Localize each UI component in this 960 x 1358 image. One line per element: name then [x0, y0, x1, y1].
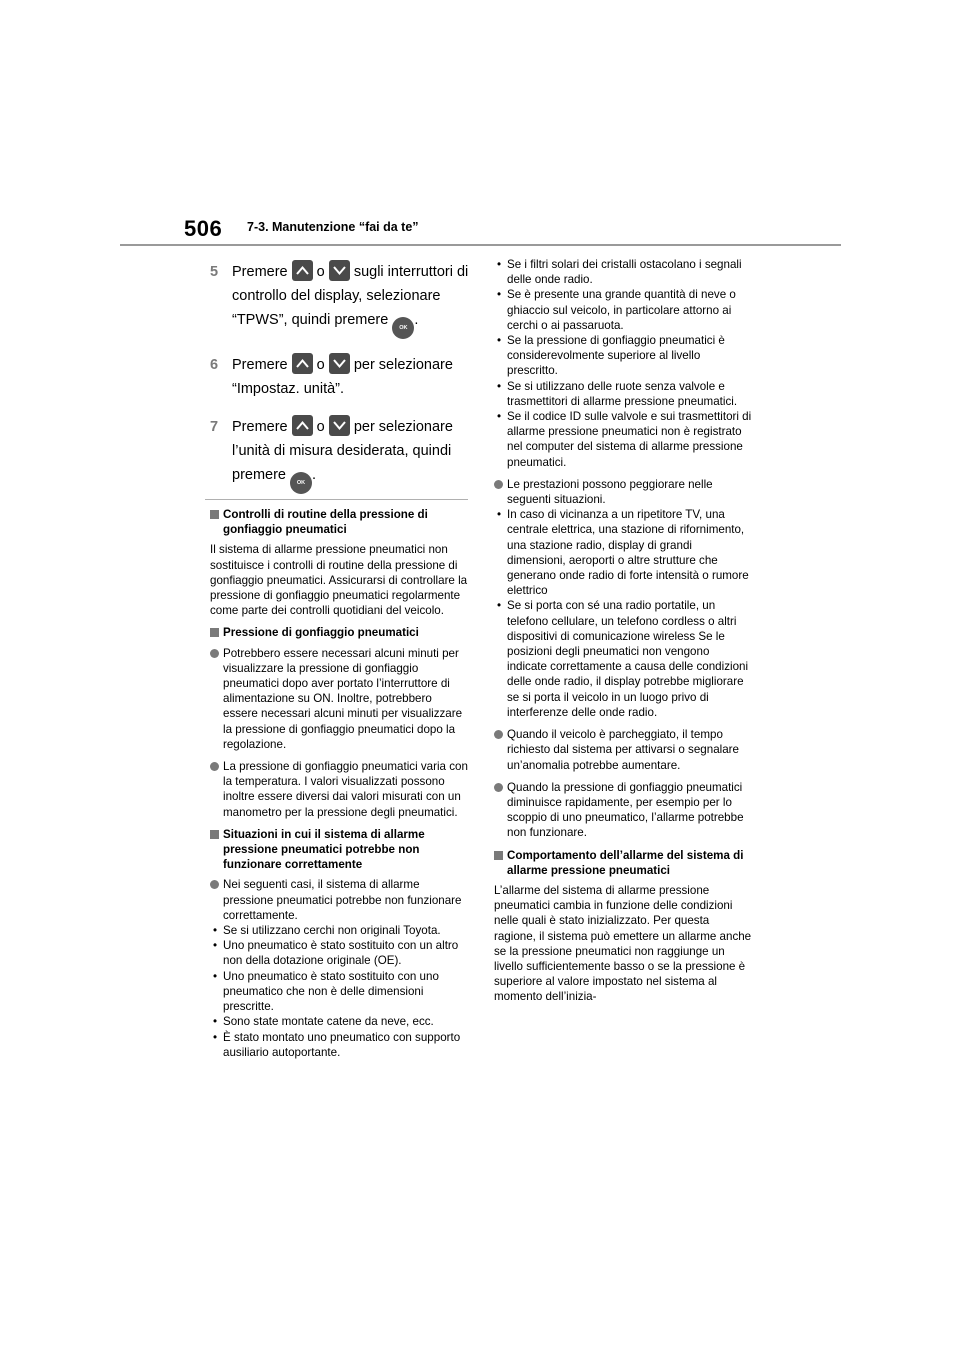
- list-item: Quando la pressione di gonfiaggio pneumatici diminuisce rapidamente, per esempio per lo scoppio di uno pneumatico, l’allarme potrebbe non funzionare.: [494, 780, 752, 841]
- paragraph: L’allarme del sistema di allarme pressione pneumatici cambia in funzione delle condizioni nelle quali è stato inizializzato. Per questa ragione, il sistema può emettere un allarme anche se la pressione pneumatici non raggiunge un livello sufficientemente basso o se la pressione è superiore al valore impostato nel sistema al momento dell’inizia-: [494, 883, 752, 1004]
- or-text: o: [316, 419, 325, 435]
- page-number: 506: [184, 216, 223, 241]
- step-text: sugli interruttori di controllo del display, selezionare “TPWS”, quindi premere: [232, 264, 469, 328]
- step-5: 5 Premere o sugli interruttori di controllo del display, selezionare “TPWS”, quindi premere OK .: [210, 260, 472, 339]
- circle-bullet-icon: [494, 480, 503, 489]
- list-item: Le prestazioni possono peggiorare nelle seguenti situazioni.: [494, 477, 752, 507]
- square-bullet-icon: [494, 851, 503, 860]
- circle-bullet-icon: [210, 762, 219, 771]
- left-column: [210, 507, 468, 1060]
- sub-list-item: • Se il codice ID sulle valvole e sui trasmettitori di allarme pressione pneumatici non è registrato nel computer del sistema di allarme pressione pneumatici.: [497, 410, 752, 469]
- list-item: Quando il veicolo è parcheggiato, il tempo richiesto dal sistema per attivarsi o segnalare un’anomalia potrebbe aumentare.: [494, 727, 752, 773]
- heading-routine-checks: Controlli di routine della pressione di gonfiaggio pneumatici: [210, 507, 468, 537]
- or-text: o: [316, 357, 325, 373]
- step-number: 5: [210, 264, 219, 280]
- step-number: 7: [210, 419, 219, 435]
- list-item: La pressione di gonfiaggio pneumatici varia con la temperatura. I valori visualizzati possono inoltre essere diversi dai valori misurati con un manometro per la pressione degli pneumatici.: [210, 759, 468, 820]
- down-button-icon: [329, 260, 350, 281]
- right-column: [494, 257, 752, 1012]
- steps-list: [210, 260, 472, 508]
- paragraph: Il sistema di allarme pressione pneumatici non sostituisce i controlli di routine della pressione di gonfiaggio pneumatici. Assicurarsi di controllare la pressione di gonfiaggio pneumatici regolarmente come parte dei controlli quotidiani del veicolo.: [210, 543, 468, 618]
- sub-list-item: • Se i filtri solari dei cristalli ostacolano i segnali delle onde radio.: [497, 258, 742, 287]
- sub-list-item: • Se è presente una grande quantità di neve o ghiaccio sul veicolo, in particolare attorno ai cerchi o ai passaruota.: [497, 288, 736, 332]
- down-button-icon: [329, 353, 350, 374]
- step-text: per selezionare l’unità di misura desiderata, quindi premere: [232, 419, 453, 483]
- section-divider: [205, 499, 468, 500]
- sub-list-item: • In caso di vicinanza a un ripetitore TV, una centrale elettrica, una stazione di rifornimento, una stazione radio, display di grandi dimensioni, aeroporti o altre strutture che generano onde radio di forte intensità o rumore elettrico: [497, 508, 749, 598]
- circle-bullet-icon: [210, 649, 219, 658]
- step-number: 6: [210, 357, 219, 373]
- up-button-icon: [292, 415, 313, 436]
- list-item: Nei seguenti casi, il sistema di allarme pressione pneumatici potrebbe non funzionare correttamente.: [210, 877, 468, 923]
- up-button-icon: [292, 353, 313, 374]
- ok-button-icon: OK: [290, 472, 312, 494]
- square-bullet-icon: [210, 510, 219, 519]
- step-6: [210, 353, 472, 401]
- step-text: Premere: [232, 264, 288, 280]
- ok-button-icon: OK: [392, 317, 414, 339]
- sub-list-item: • Se si utilizzano cerchi non originali Toyota.: [213, 924, 441, 938]
- square-bullet-icon: [210, 628, 219, 637]
- sub-list-item: • Sono state montate catene da neve, ecc.: [213, 1015, 434, 1029]
- header-rule: [120, 244, 841, 246]
- heading-alarm-behavior: Comportamento dell’allarme del sistema di allarme pressione pneumatici: [494, 848, 752, 878]
- down-button-icon: [329, 415, 350, 436]
- circle-bullet-icon: [494, 783, 503, 792]
- sub-list-item: • Uno pneumatico è stato sostituito con un altro non della dotazione originale (OE).: [213, 939, 459, 968]
- sub-list-item: • Se si utilizzano delle ruote senza valvole e trasmettitori di allarme pressione pneumatici.: [497, 379, 738, 408]
- section-title: 7-3. Manutenzione “fai da te”: [247, 220, 419, 234]
- square-bullet-icon: [210, 830, 219, 839]
- heading-malfunction-situations: Situazioni in cui il sistema di allarme pressione pneumatici potrebbe non funzionare correttamente: [210, 827, 468, 873]
- heading-tire-pressure: Pressione di gonfiaggio pneumatici: [210, 625, 468, 640]
- sub-list-item: • Uno pneumatico è stato sostituito con uno pneumatico che non è delle dimensioni prescritte.: [213, 969, 439, 1014]
- circle-bullet-icon: [494, 730, 503, 739]
- up-button-icon: [292, 260, 313, 281]
- list-item: Potrebbero essere necessari alcuni minuti per visualizzare la pressione di gonfiaggio pneumatici dopo aver portato l’interruttore di alimentazione su ON. Inoltre, potrebbero essere necessari alcuni minuti per visualizzare la pressione di gonfiaggio pneumatici dopo la regolazione.: [210, 646, 468, 752]
- step-text: Premere: [232, 357, 288, 373]
- sub-list-item: • È stato montato uno pneumatico con supporto ausiliario autoportante.: [213, 1030, 461, 1059]
- step-text: Premere: [232, 419, 288, 435]
- step-text: per selezionare “Impostaz. unità”.: [232, 357, 453, 397]
- circle-bullet-icon: [210, 880, 219, 889]
- sub-list-item: • Se la pressione di gonfiaggio pneumatici è considerevolmente superiore al livello prescritto.: [497, 334, 725, 378]
- sub-list-item: • Se si porta con sé una radio portatile, un telefono cellulare, un telefono cordless o altri dispositivi di comunicazione wireless Se le posizioni degli pneumatici non vengono indicate correttamente a causa delle condizioni delle onde radio, il display potrebbe migliorare se si porta il veicolo in un luogo privo di interferenze delle onde radio.: [497, 599, 749, 719]
- or-text: o: [316, 264, 325, 280]
- step-7: 7 Premere o per selezionare l’unità di misura desiderata, quindi premere OK .: [210, 415, 472, 494]
